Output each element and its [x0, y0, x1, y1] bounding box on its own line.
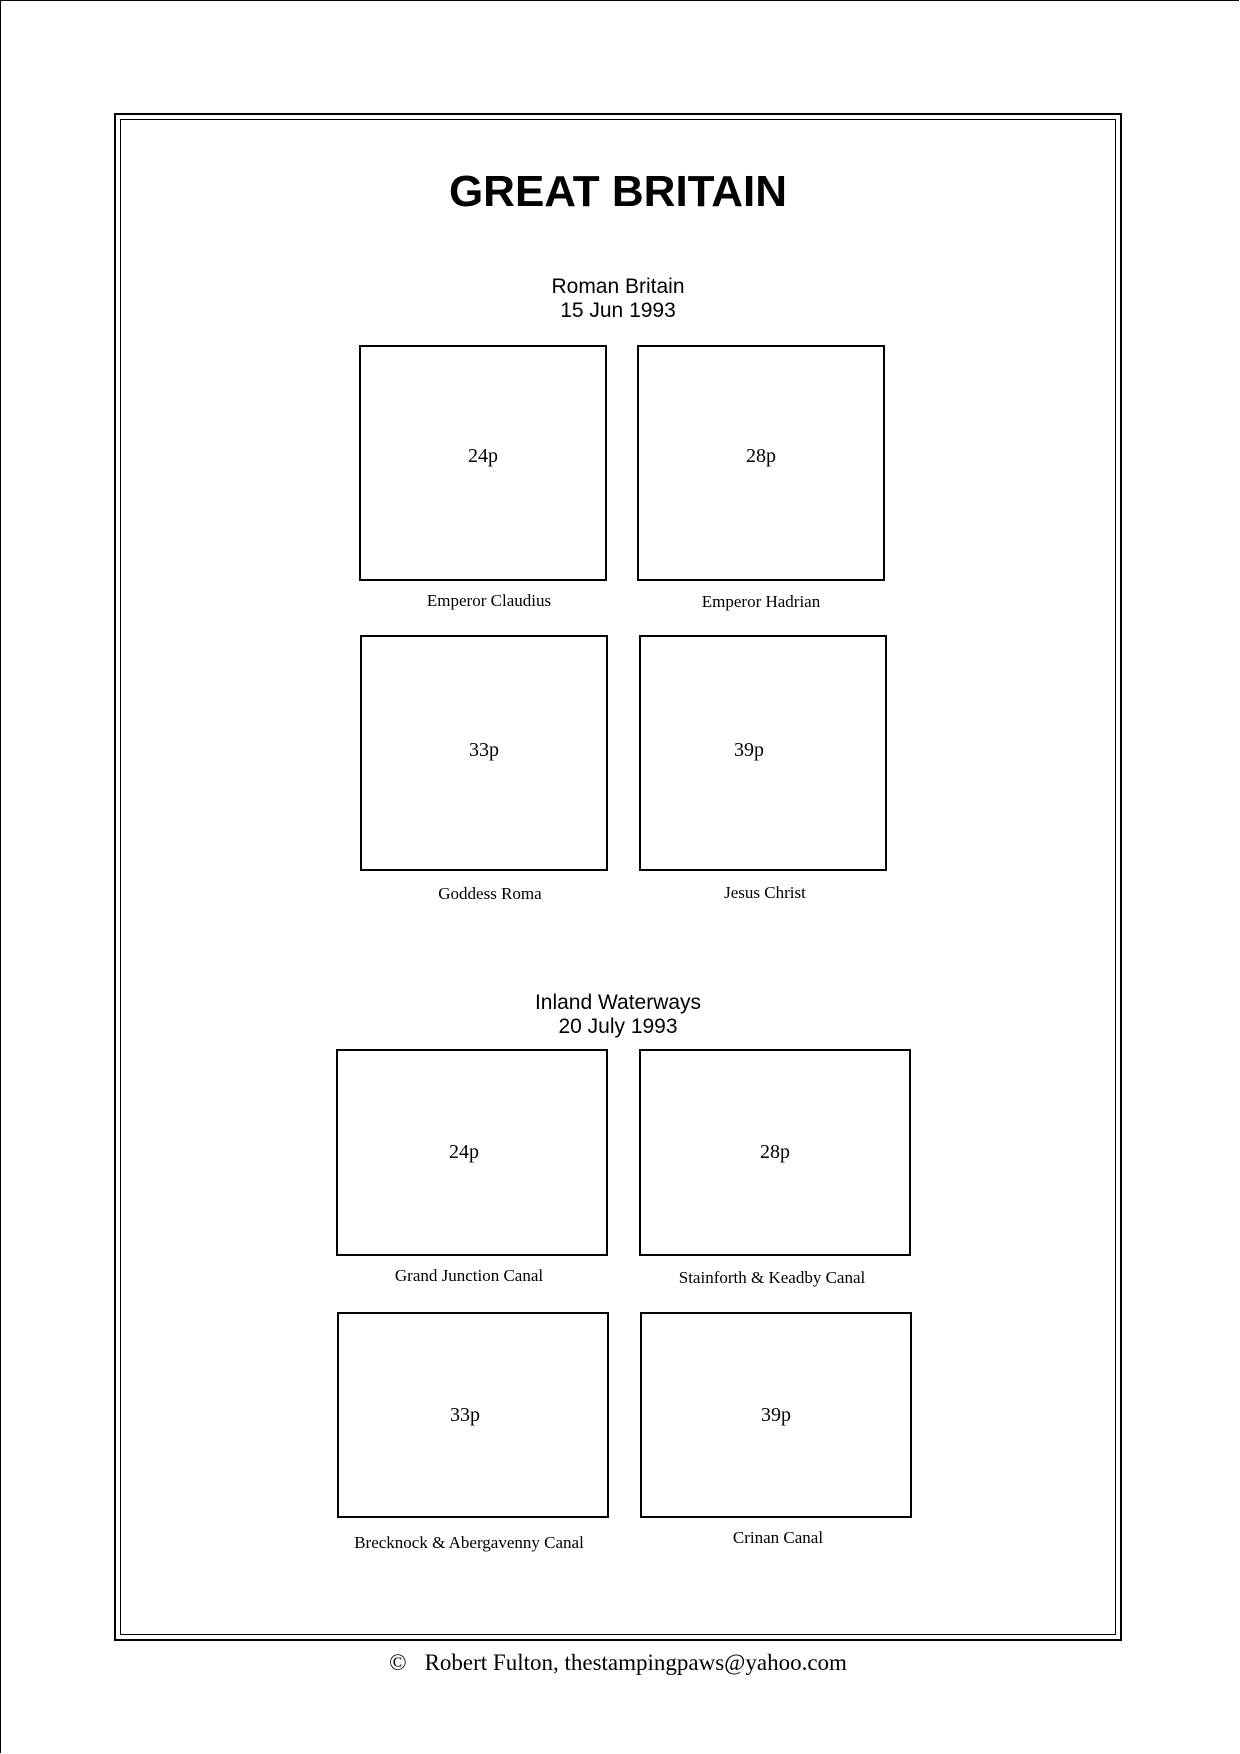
stamp-caption: Grand Junction Canal	[394, 1266, 544, 1285]
stamp-mount	[639, 635, 887, 871]
set-roman-britain-date: 15 Jun 1993	[560, 299, 676, 322]
stamp-value: 24p	[449, 1141, 479, 1163]
stamp-mount	[337, 1312, 609, 1518]
page-title: GREAT BRITAIN	[448, 167, 788, 216]
album-page-inner-border	[120, 119, 1116, 1635]
footer-credit	[120, 1649, 1116, 1677]
stamp-caption: Goddess Roma	[438, 884, 542, 903]
set-roman-britain-name: Roman Britain	[551, 275, 685, 298]
stamp-value: 33p	[469, 739, 499, 761]
stamp-caption: Emperor Hadrian	[701, 592, 821, 611]
stamp-caption: Stainforth & Keadby Canal	[678, 1268, 866, 1287]
stamp-value: 39p	[734, 739, 764, 761]
stamp-caption: Jesus Christ	[724, 883, 806, 902]
stamp-mount	[637, 345, 885, 581]
stamp-value: 28p	[760, 1141, 790, 1163]
stamp-mount	[360, 635, 608, 871]
stamp-value: 24p	[468, 445, 498, 467]
stamp-mount	[336, 1049, 608, 1256]
set-inland-waterways-date: 20 July 1993	[558, 1015, 678, 1038]
stamp-caption: Emperor Claudius	[426, 591, 552, 610]
stamp-caption: Brecknock & Abergavenny Canal	[354, 1533, 584, 1552]
copyright-icon: ©	[389, 1650, 407, 1675]
stamp-mount	[359, 345, 607, 581]
set-inland-waterways-name: Inland Waterways	[534, 991, 702, 1014]
footer-credit-text: Robert Fulton, thestampingpaws@yahoo.com	[424, 1650, 847, 1675]
stamp-value: 28p	[746, 445, 776, 467]
stamp-value: 39p	[761, 1404, 791, 1426]
stamp-value: 33p	[450, 1404, 480, 1426]
stamp-mount	[639, 1049, 911, 1256]
stamp-mount	[640, 1312, 912, 1518]
stamp-caption: Crinan Canal	[732, 1528, 824, 1547]
